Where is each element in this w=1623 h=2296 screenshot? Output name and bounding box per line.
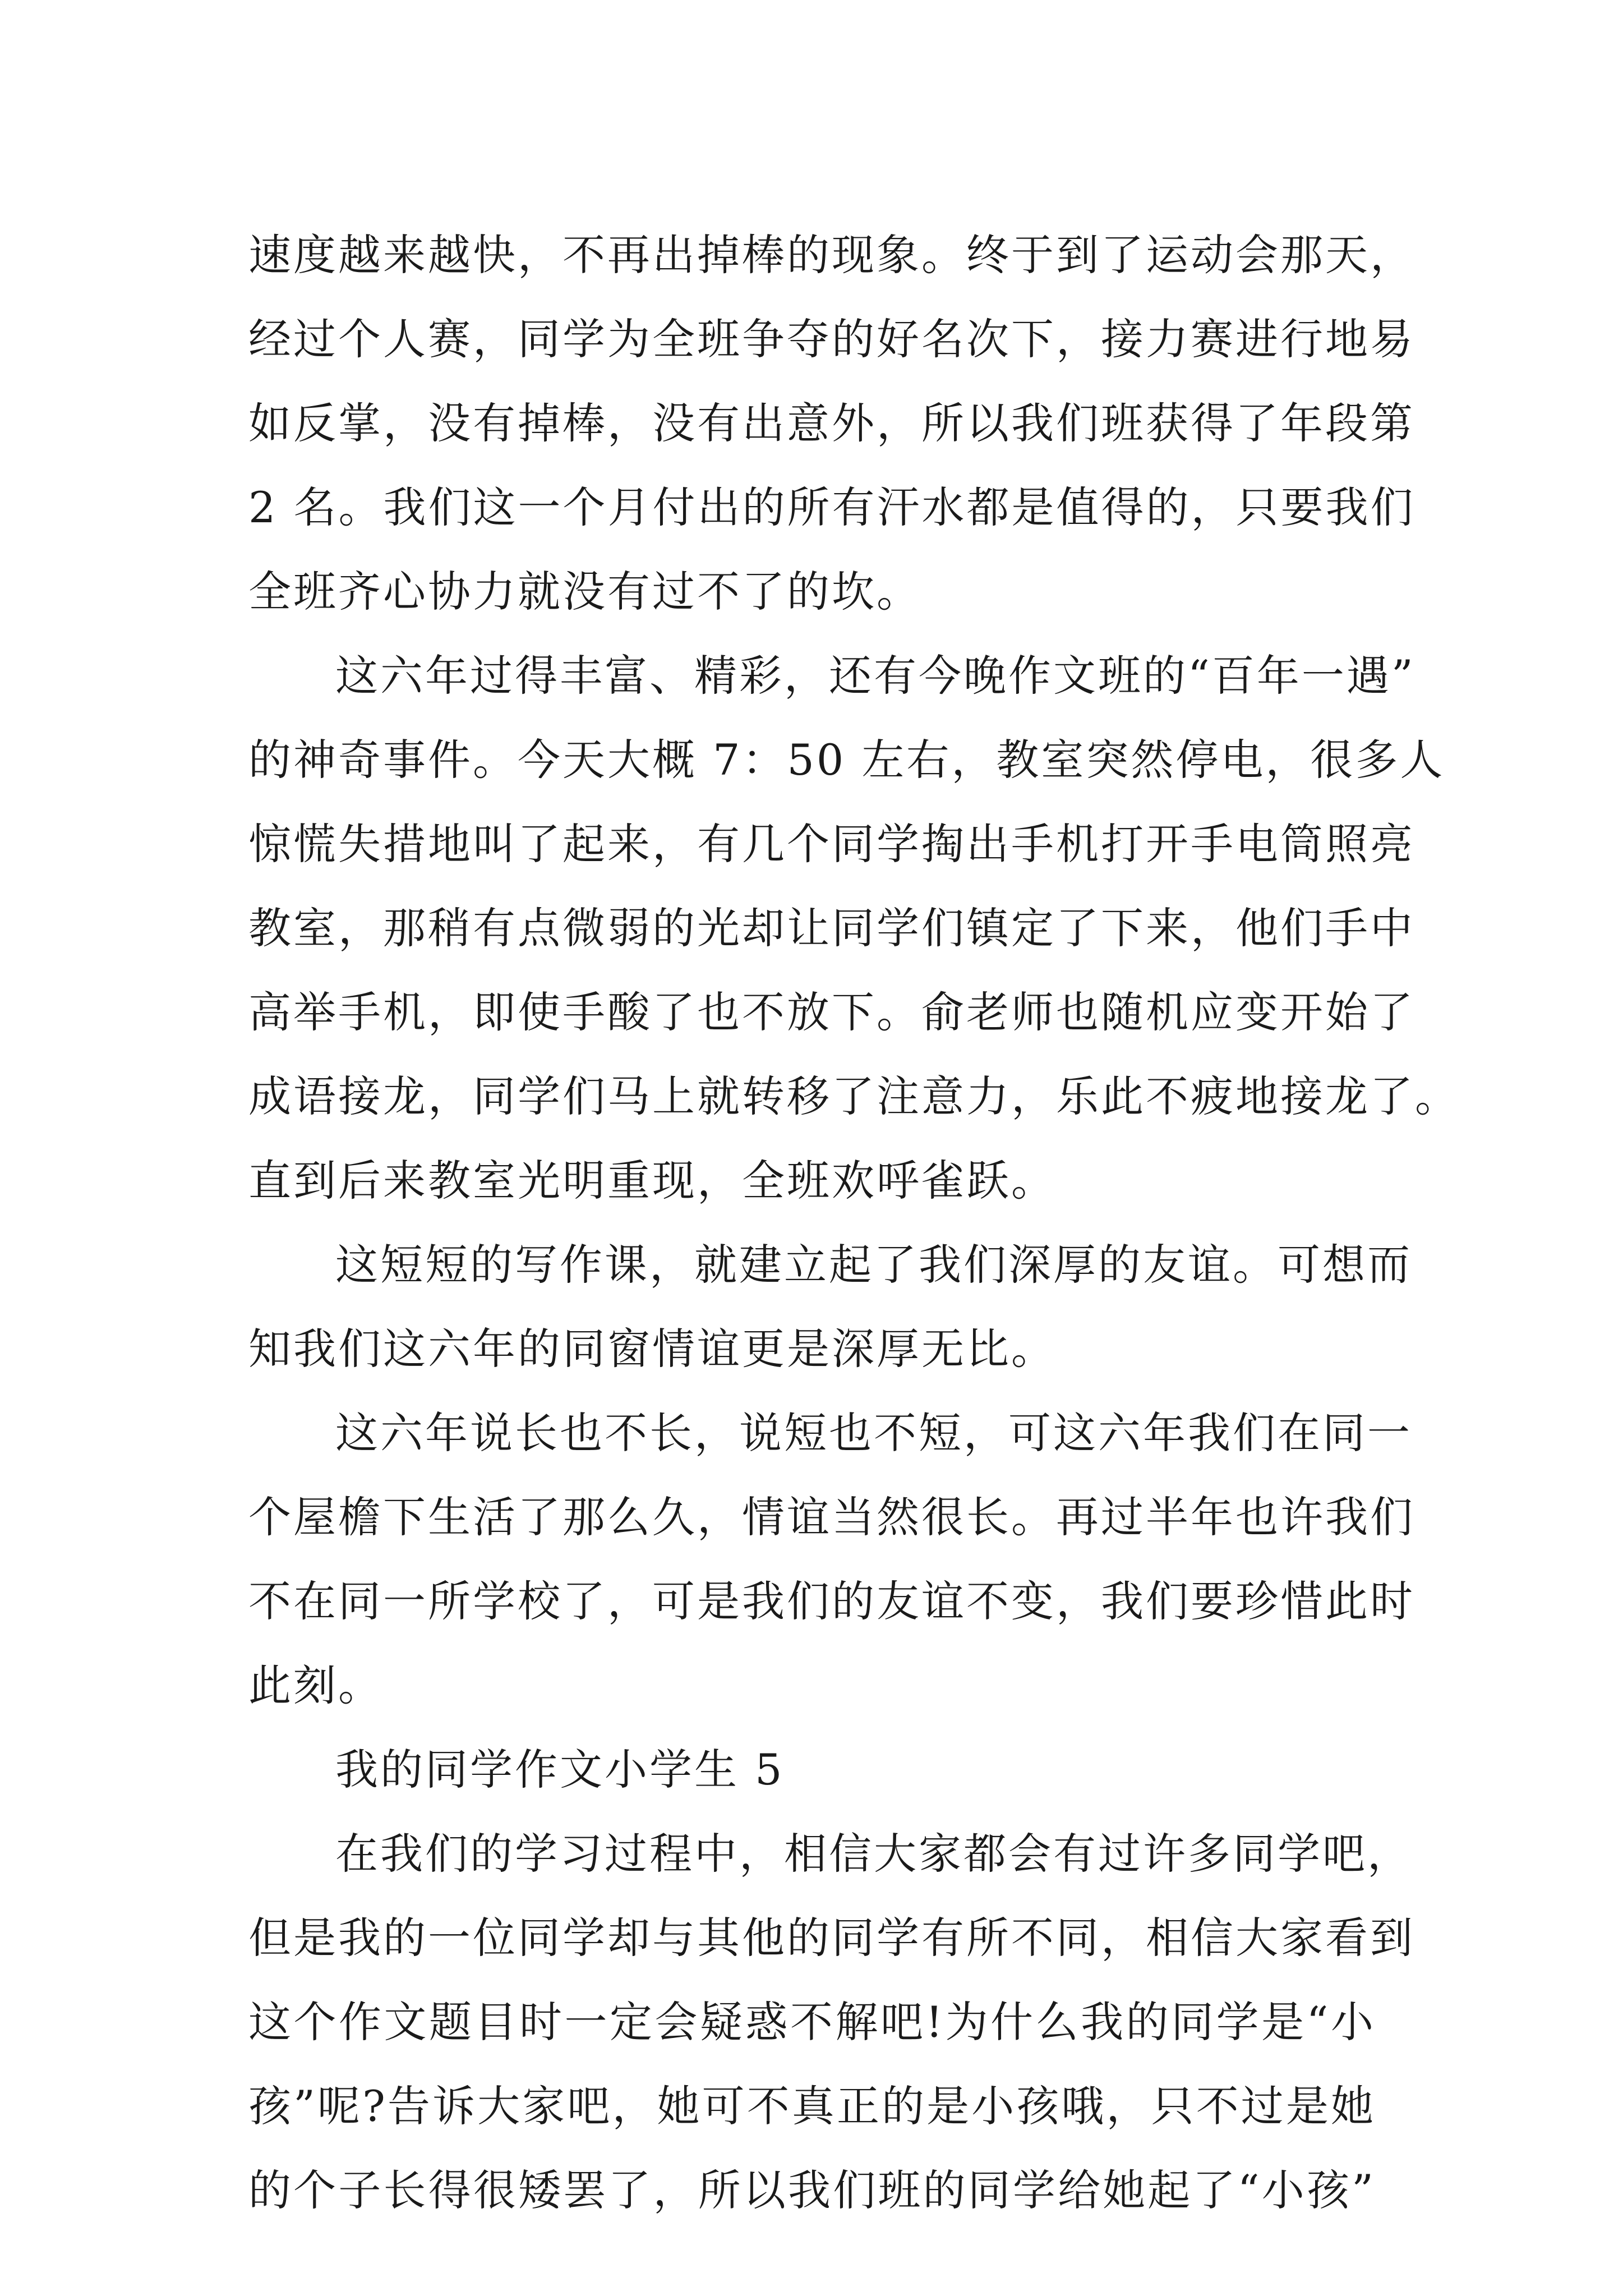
text-line: 这个作文题目时一定会疑惑不解吧!为什么我的同学是“小 xyxy=(248,1997,1376,2047)
paragraph-first-line: 在我们的学习过程中，相信大家都会有过许多同学吧， xyxy=(335,1829,1412,1879)
text-line: 个屋檐下生活了那么久，情谊当然很长。再过半年也许我们 xyxy=(248,1492,1415,1542)
text-line: 惊慌失措地叫了起来，有几个同学掏出手机打开手电筒照亮 xyxy=(248,819,1415,869)
essay-text xyxy=(248,213,1460,2233)
paragraph-first-line: 这六年过得丰富、精彩，还有今晚作文班的“百年一遇” xyxy=(335,651,1415,701)
paragraph-first-line: 这短短的写作课，就建立起了我们深厚的友谊。可想而 xyxy=(335,1240,1412,1290)
text-line: 的神奇事件。今天大概 7：50 左右，教室突然停电，很多人 xyxy=(248,735,1445,785)
text-line: 孩”呢?告诉大家吧，她可不真正的是小孩哦，只不过是她 xyxy=(248,2081,1376,2131)
section-heading: 我的同学作文小学生 5 xyxy=(335,1745,785,1795)
text-line: 成语接龙，同学们马上就转移了注意力，乐此不疲地接龙了。 xyxy=(248,1071,1460,1121)
text-line: 的个子长得很矮罢了，所以我们班的同学给她起了“小孩” xyxy=(248,2165,1376,2215)
text-line: 高举手机，即使手酸了也不放下。俞老师也随机应变开始了 xyxy=(248,987,1415,1037)
text-line: 2 名。我们这一个月付出的所有汗水都是值得的，只要我们 xyxy=(248,482,1415,532)
text-line: 不在同一所学校了，可是我们的友谊不变，我们要珍惜此时 xyxy=(248,1576,1415,1626)
text-line: 此刻。 xyxy=(248,1660,383,1710)
text-line: 全班齐心协力就没有过不了的坎。 xyxy=(248,567,921,616)
text-line: 教室，那稍有点微弱的光却让同学们镇定了下来，他们手中 xyxy=(248,903,1415,953)
text-line: 速度越来越快，不再出掉棒的现象。终于到了运动会那天， xyxy=(248,230,1415,280)
text-line: 如反掌，没有掉棒，没有出意外，所以我们班获得了年段第 xyxy=(248,398,1415,448)
text-line: 知我们这六年的同窗情谊更是深厚无比。 xyxy=(248,1324,1056,1374)
text-line: 但是我的一位同学却与其他的同学有所不同，相信大家看到 xyxy=(248,1913,1415,1963)
text-line: 经过个人赛，同学为全班争夺的好名次下，接力赛进行地易 xyxy=(248,314,1415,364)
paragraph-first-line: 这六年说长也不长，说短也不短，可这六年我们在同一 xyxy=(335,1408,1412,1458)
text-line: 直到后来教室光明重现，全班欢呼雀跃。 xyxy=(248,1156,1056,1205)
